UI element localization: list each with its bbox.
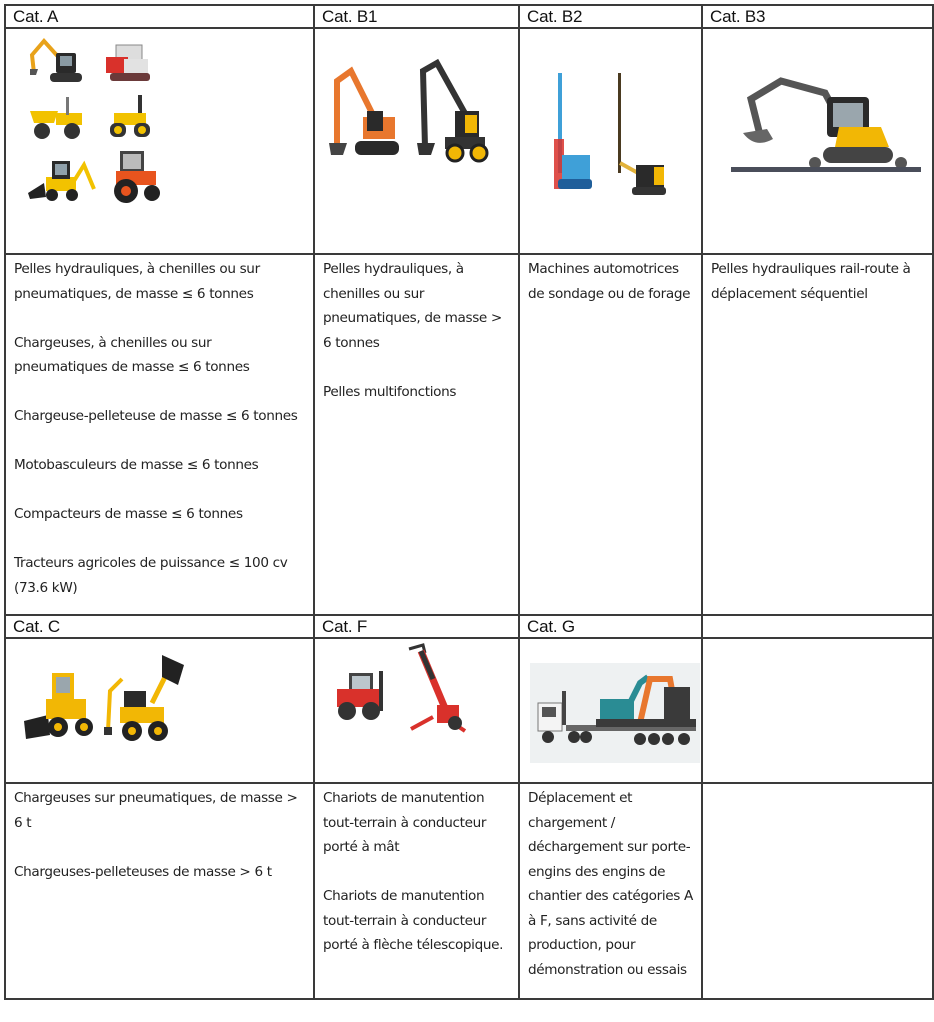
description-text: Chariots de manutention tout-terrain à conducteur porté à mât xyxy=(323,790,487,855)
header-cell-cat-c xyxy=(5,615,314,638)
description-text: Pelles multifonctions xyxy=(323,383,457,400)
description-text: Motobasculeurs de masse ≤ 6 tonnes xyxy=(14,457,259,473)
description-text: Déplacement et chargement / déchargement sur porte-engins des engins de chantier des catégories A à F, sans activité de production, pour démonstration ou essais xyxy=(528,790,693,978)
description-text: Chargeuses sur pneumatiques, de masse > 6 t xyxy=(14,790,298,831)
image-row-1 xyxy=(5,28,933,254)
description-row-2 xyxy=(5,783,933,999)
description-text: Pelles hydrauliques, à chenilles ou sur pneumatiques, de masse ≤ 6 tonnes xyxy=(14,261,260,302)
telehandler-image xyxy=(403,643,467,735)
image-cell-cat-g xyxy=(519,638,702,783)
description-cell-cat-b1 xyxy=(314,254,519,615)
mini-excavator-image xyxy=(26,35,86,87)
description-text: Pelles hydrauliques, à chenilles ou sur pneumatiques, de masse > 6 tonnes xyxy=(323,261,502,351)
image-cell-cat-c xyxy=(5,638,314,783)
crawler-excavator-image xyxy=(325,61,401,165)
rail-road-excavator-image xyxy=(731,63,921,183)
header-cell-cat-g xyxy=(519,615,702,638)
header-cell-cat-a xyxy=(5,5,314,28)
header-cell-cat-b1 xyxy=(314,5,519,28)
compact-track-loader-image xyxy=(102,41,154,87)
category-label: Cat. C xyxy=(13,617,60,636)
description-row-1 xyxy=(5,254,933,615)
backhoe-loader-image xyxy=(102,651,186,747)
header-cell-cat-f xyxy=(314,615,519,638)
category-label: Cat. A xyxy=(13,7,59,26)
description-text: Chariots de manutention tout-terrain à conducteur porté à flèche télescopique. xyxy=(323,888,504,953)
wheeled-excavator-image xyxy=(415,57,491,167)
description-text: Machines automotrices de sondage ou de forage xyxy=(528,261,691,302)
backhoe-loader-image xyxy=(26,151,98,205)
image-cell-cat-b1 xyxy=(314,28,519,254)
description-cell-cat-c xyxy=(5,783,314,999)
tandem-roller-image xyxy=(108,93,152,143)
drilling-rig-blue-image xyxy=(550,69,596,199)
header-row-1 xyxy=(5,5,933,28)
image-cell-cat-f xyxy=(314,638,519,783)
truck-with-low-loader-image xyxy=(530,663,700,763)
description-text: Pelles hydrauliques rail-route à déplacement séquentiel xyxy=(711,261,911,302)
category-label: Cat. B2 xyxy=(527,7,583,26)
category-label: Cat. F xyxy=(322,617,368,636)
description-cell-cat-b3 xyxy=(702,254,933,615)
description-text: Chargeuse-pelleteuse de masse ≤ 6 tonnes xyxy=(14,408,298,424)
description-cell-cat-b2 xyxy=(519,254,702,615)
category-label xyxy=(703,616,932,617)
description-cell-empty xyxy=(702,783,933,999)
image-cell-cat-a xyxy=(5,28,314,254)
image-cell-cat-b2 xyxy=(519,28,702,254)
image-cell-cat-b3 xyxy=(702,28,933,254)
description-text: Compacteurs de masse ≤ 6 tonnes xyxy=(14,506,243,522)
header-cell-cat-b2 xyxy=(519,5,702,28)
description-cell-cat-f xyxy=(314,783,519,999)
header-cell-empty xyxy=(702,615,933,638)
description-text: Tracteurs agricoles de puissance ≤ 100 cv (73.6 kW) xyxy=(14,555,288,596)
description-text: Chargeuses-pelleteuses de masse > 6 t xyxy=(14,863,272,880)
agricultural-tractor-image xyxy=(110,147,162,207)
image-row-2 xyxy=(5,638,933,783)
rough-terrain-forklift-image xyxy=(331,667,393,723)
category-label: Cat. B3 xyxy=(710,7,766,26)
wheel-loader-image xyxy=(22,661,96,745)
category-label: Cat. G xyxy=(527,617,575,636)
description-text: Chargeuses, à chenilles ou sur pneumatiques de masse ≤ 6 tonnes xyxy=(14,334,250,375)
site-dumper-image xyxy=(28,93,88,143)
categories-table xyxy=(4,4,934,1000)
header-row-2 xyxy=(5,615,933,638)
category-label: Cat. B1 xyxy=(322,7,378,26)
header-cell-cat-b3 xyxy=(702,5,933,28)
description-cell-cat-g xyxy=(519,783,702,999)
drilling-rig-yellow-image xyxy=(608,73,670,203)
image-cell-empty xyxy=(702,638,933,783)
description-cell-cat-a xyxy=(5,254,314,615)
